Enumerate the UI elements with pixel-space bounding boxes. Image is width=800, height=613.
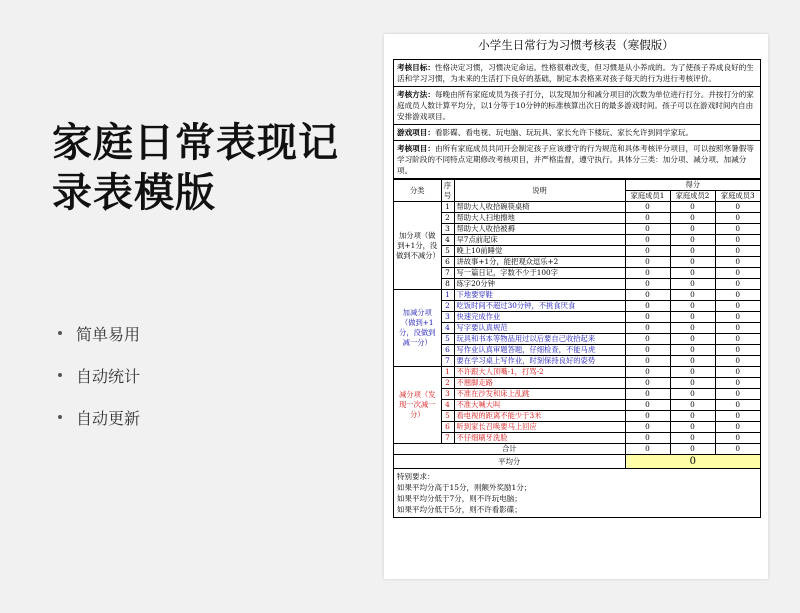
score-cell[interactable]: 0 — [625, 268, 670, 279]
total-row — [394, 444, 760, 455]
score-cell[interactable]: 0 — [670, 246, 715, 257]
table-row — [394, 433, 760, 444]
item-desc-cell: 晚上10前睡觉 — [454, 246, 625, 257]
score-cell[interactable]: 0 — [715, 367, 760, 378]
score-cell[interactable]: 0 — [670, 367, 715, 378]
table-row — [394, 224, 760, 235]
method-label: 考核方法： — [397, 90, 435, 99]
score-cell[interactable]: 0 — [670, 202, 715, 213]
score-cell[interactable]: 0 — [670, 224, 715, 235]
average-row — [394, 455, 760, 469]
score-cell[interactable]: 0 — [715, 356, 760, 367]
item-desc-cell: 看电视的距离不能少于3米 — [454, 411, 625, 422]
seq-cell: 4 — [441, 235, 454, 246]
score-cell[interactable]: 0 — [715, 389, 760, 400]
score-cell[interactable]: 0 — [715, 279, 760, 290]
notes-section — [394, 469, 760, 517]
item-desc-cell: 讲故事+1分，能把观众逗乐+2 — [454, 257, 625, 268]
goal-label: 考核目标： — [397, 63, 435, 72]
header-member-2: 家庭成员2 — [670, 191, 715, 202]
score-cell[interactable]: 0 — [715, 235, 760, 246]
table-row — [394, 367, 760, 378]
table-row — [394, 378, 760, 389]
feature-item — [58, 396, 140, 438]
seq-cell: 2 — [441, 301, 454, 312]
score-cell[interactable]: 0 — [715, 378, 760, 389]
table-header-row — [394, 180, 760, 191]
seq-cell: 6 — [441, 422, 454, 433]
score-cell[interactable]: 0 — [715, 422, 760, 433]
score-cell[interactable]: 0 — [670, 312, 715, 323]
score-cell[interactable]: 0 — [625, 279, 670, 290]
feature-list — [58, 312, 140, 438]
header-member-1: 家庭成员1 — [625, 191, 670, 202]
seq-cell: 1 — [441, 202, 454, 213]
item-desc-cell: 早7点前起床 — [454, 235, 625, 246]
item-desc-cell: 帮助大人收拾碗筷桌椅 — [454, 202, 625, 213]
score-cell[interactable]: 0 — [715, 411, 760, 422]
sheet-frame — [393, 59, 761, 518]
total-score-cell: 0 — [670, 444, 715, 455]
total-score-cell: 0 — [625, 444, 670, 455]
score-cell[interactable]: 0 — [715, 433, 760, 444]
table-row — [394, 213, 760, 224]
score-cell[interactable]: 0 — [625, 389, 670, 400]
score-cell[interactable]: 0 — [670, 345, 715, 356]
table-row — [394, 268, 760, 279]
item-desc-cell: 不准大喊大叫 — [454, 400, 625, 411]
score-cell[interactable]: 0 — [670, 378, 715, 389]
method-text: 每晚由所有家庭成员为孩子打分，以发现加分和减分项目的次数为单位进行打分。并按打分的家庭成员人数计算平均分，以1分等于10分钟的标准核算出次日的最多游戏时间。孩子可以在游戏时间内自由安排游戏项目。 — [397, 90, 754, 121]
table-row — [394, 235, 760, 246]
score-cell[interactable]: 0 — [625, 246, 670, 257]
item-desc-cell: 练字20分钟 — [454, 279, 625, 290]
score-cell[interactable]: 0 — [670, 433, 715, 444]
score-cell[interactable]: 0 — [715, 290, 760, 301]
item-desc-cell: 帮助大人收拾被褥 — [454, 224, 625, 235]
seq-cell: 7 — [441, 433, 454, 444]
seq-cell: 4 — [441, 323, 454, 334]
item-desc-cell: 帮助大人扫地擦地 — [454, 213, 625, 224]
feature-item — [58, 312, 140, 354]
score-cell[interactable]: 0 — [670, 323, 715, 334]
item-desc-cell: 写字要认真规范 — [454, 323, 625, 334]
header-member-3: 家庭成员3 — [715, 191, 760, 202]
seq-cell: 1 — [441, 367, 454, 378]
score-cell[interactable]: 0 — [625, 433, 670, 444]
score-cell[interactable]: 0 — [670, 301, 715, 312]
promo-title-line-2: 录表模版 — [52, 170, 216, 216]
score-cell[interactable]: 0 — [625, 323, 670, 334]
table-row — [394, 202, 760, 213]
header-desc: 说明 — [454, 180, 625, 202]
score-cell[interactable]: 0 — [715, 268, 760, 279]
seq-cell: 3 — [441, 224, 454, 235]
item-desc-cell: 不许跟大人顶嘴-1，打骂-2 — [454, 367, 625, 378]
score-cell[interactable]: 0 — [670, 213, 715, 224]
category-cell: 加分项（做到+1分，没做到不减分） — [394, 202, 441, 290]
seq-cell: 1 — [441, 290, 454, 301]
item-desc-cell: 不准在沙发和床上乱跳 — [454, 389, 625, 400]
seq-cell: 3 — [441, 389, 454, 400]
score-cell[interactable]: 0 — [715, 224, 760, 235]
seq-cell: 2 — [441, 378, 454, 389]
bullet-dot-icon — [58, 373, 62, 377]
score-cell[interactable]: 0 — [625, 345, 670, 356]
note-line: 如果平均分低于5分，则不许看影碟； — [397, 505, 522, 514]
score-cell[interactable]: 0 — [625, 301, 670, 312]
goal-section — [394, 60, 760, 87]
note-line: 特别要求： — [397, 472, 435, 481]
table-row — [394, 290, 760, 301]
score-cell[interactable]: 0 — [670, 411, 715, 422]
project-label: 考核项目： — [397, 144, 435, 153]
feature-label: 自动统计 — [76, 366, 141, 386]
average-label: 平均分 — [394, 455, 625, 469]
table-row — [394, 334, 760, 345]
score-cell[interactable]: 0 — [625, 257, 670, 268]
table-row — [394, 301, 760, 312]
score-cell[interactable]: 0 — [670, 268, 715, 279]
header-seq: 序号 — [441, 180, 454, 202]
seq-cell: 3 — [441, 312, 454, 323]
item-desc-cell: 要在学习桌上写作业，时刻保持良好的姿势 — [454, 356, 625, 367]
table-row — [394, 246, 760, 257]
score-cell[interactable]: 0 — [670, 400, 715, 411]
header-category: 分类 — [394, 180, 441, 202]
project-text: 由所有家庭成员共同开会制定孩子应该遵守的行为规范和具体考核评分项目，可以按照寒暑假等学习阶段的不同特点定期修改考核项目，并严格监督，遵守执行。具体分三类：加分项、减分项、加减分项。 — [397, 144, 754, 175]
score-cell[interactable]: 0 — [625, 367, 670, 378]
score-cell[interactable]: 0 — [715, 323, 760, 334]
game-label: 游戏项目： — [397, 128, 435, 137]
header-score: 得分 — [625, 180, 760, 191]
score-cell[interactable]: 0 — [625, 202, 670, 213]
seq-cell: 6 — [441, 345, 454, 356]
score-cell[interactable]: 0 — [715, 246, 760, 257]
feature-item — [58, 354, 140, 396]
feature-label: 简单易用 — [76, 324, 141, 344]
score-cell[interactable]: 0 — [715, 400, 760, 411]
score-cell[interactable]: 0 — [715, 301, 760, 312]
seq-cell: 6 — [441, 257, 454, 268]
game-section — [394, 125, 760, 141]
score-cell[interactable]: 0 — [670, 334, 715, 345]
score-cell[interactable]: 0 — [670, 389, 715, 400]
seq-cell: 5 — [441, 411, 454, 422]
score-cell[interactable]: 0 — [625, 213, 670, 224]
sheet-title: 小学生日常行为习惯考核表（寒假版） — [478, 38, 674, 52]
table-row — [394, 356, 760, 367]
game-text: 看影碟、看电视、玩电脑、玩玩具、家长允许下楼玩、家长允许到同学家玩。 — [434, 128, 694, 137]
bullet-dot-icon — [58, 415, 62, 419]
item-desc-cell: 写一篇日记，字数不少于100字 — [454, 268, 625, 279]
score-cell[interactable]: 0 — [715, 312, 760, 323]
score-cell[interactable]: 0 — [715, 345, 760, 356]
seq-cell: 7 — [441, 268, 454, 279]
promo-title-line-1: 家庭日常表现记 — [52, 120, 339, 166]
score-cell[interactable]: 0 — [715, 334, 760, 345]
score-cell[interactable]: 0 — [625, 224, 670, 235]
table-row — [394, 389, 760, 400]
seq-cell: 7 — [441, 356, 454, 367]
item-desc-cell: 下地要穿鞋 — [454, 290, 625, 301]
table-row — [394, 279, 760, 290]
project-section — [394, 141, 760, 179]
score-cell[interactable]: 0 — [670, 356, 715, 367]
item-desc-cell: 吃饭时间不超过30分钟，不挑食厌食 — [454, 301, 625, 312]
item-desc-cell: 玩具和书本等物品用过以后要自己收拾起来 — [454, 334, 625, 345]
score-cell[interactable]: 0 — [715, 213, 760, 224]
table-row — [394, 411, 760, 422]
score-cell[interactable]: 0 — [625, 400, 670, 411]
category-cell: 加减分项（做到+1分，没做到减一分） — [394, 290, 441, 367]
total-label: 合计 — [394, 444, 625, 455]
bullet-dot-icon — [58, 331, 62, 335]
score-cell[interactable]: 0 — [670, 235, 715, 246]
item-desc-cell: 快速完成作业 — [454, 312, 625, 323]
table-row — [394, 257, 760, 268]
score-table-body — [394, 180, 760, 469]
method-section — [394, 87, 760, 125]
score-cell[interactable]: 0 — [625, 422, 670, 433]
spreadsheet-preview — [384, 34, 768, 579]
seq-cell: 2 — [441, 213, 454, 224]
item-desc-cell: 不翘脚走路 — [454, 378, 625, 389]
seq-cell: 5 — [441, 246, 454, 257]
note-line: 如果平均分高于15分，则额外奖励1分； — [397, 483, 532, 492]
average-value: 0 — [625, 455, 760, 469]
table-row — [394, 422, 760, 433]
score-cell[interactable]: 0 — [670, 279, 715, 290]
category-cell: 减分项（发现一次减一分） — [394, 367, 441, 444]
score-cell[interactable]: 0 — [625, 411, 670, 422]
score-cell[interactable]: 0 — [625, 334, 670, 345]
table-row — [394, 345, 760, 356]
seq-cell: 8 — [441, 279, 454, 290]
score-cell[interactable]: 0 — [625, 290, 670, 301]
table-row — [394, 312, 760, 323]
seq-cell: 4 — [441, 400, 454, 411]
item-desc-cell: 不仔细刷牙洗脸 — [454, 433, 625, 444]
score-cell[interactable]: 0 — [625, 312, 670, 323]
score-cell[interactable]: 0 — [670, 290, 715, 301]
score-cell[interactable]: 0 — [670, 422, 715, 433]
score-cell[interactable]: 0 — [715, 202, 760, 213]
score-cell[interactable]: 0 — [625, 356, 670, 367]
feature-label: 自动更新 — [76, 408, 141, 428]
item-desc-cell: 听到家长召唤要马上回应 — [454, 422, 625, 433]
total-score-cell: 0 — [715, 444, 760, 455]
score-cell[interactable]: 0 — [715, 257, 760, 268]
table-row — [394, 400, 760, 411]
goal-text: 性格决定习惯，习惯决定命运。性格很难改变，但习惯是从小养成的。为了使孩子养成良好的生活和学习习惯，为未来的生活打下良好的基础，制定本表格来对孩子每天的行为进行考核评价。 — [397, 63, 754, 83]
note-line: 如果平均分低于7分，则不许玩电脑； — [397, 494, 522, 503]
item-desc-cell: 写作业认真审题答题，仔细检查，不能马虎 — [454, 345, 625, 356]
promo-title — [52, 118, 362, 218]
table-row — [394, 323, 760, 334]
seq-cell: 5 — [441, 334, 454, 345]
score-table — [394, 179, 760, 469]
score-cell[interactable]: 0 — [625, 235, 670, 246]
score-cell[interactable]: 0 — [670, 257, 715, 268]
score-cell[interactable]: 0 — [625, 378, 670, 389]
